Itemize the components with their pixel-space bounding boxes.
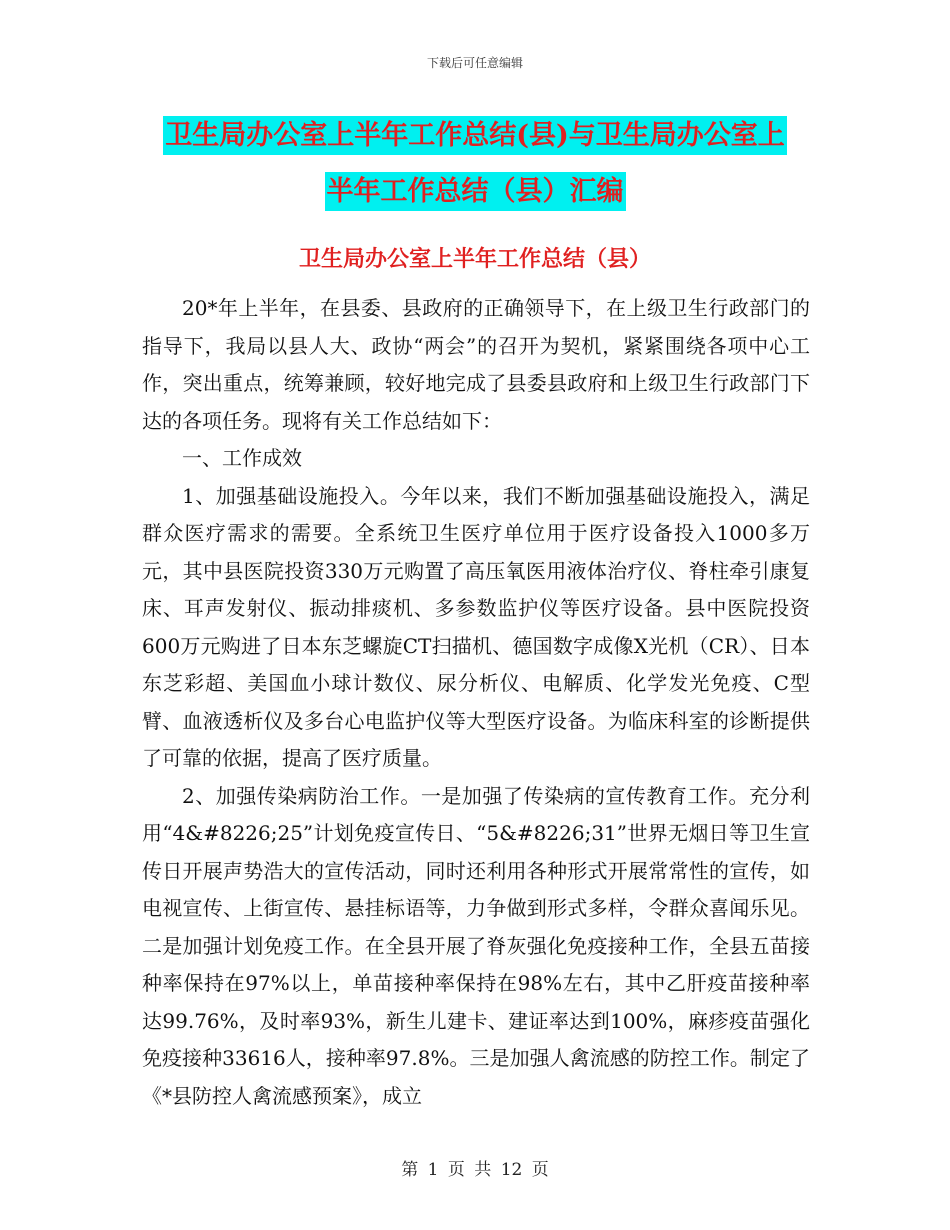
title-line-1: 卫生局办公室上半年工作总结(县)与卫生局办公室上 xyxy=(163,116,787,155)
paragraph-item-2: 2、加强传染病防治工作。一是加强了传染病的宣传教育工作。充分利用“4&#8226;25”计划免疫宣传日、“5&#8226;31”世界无烟日等卫生宣传日开展声势浩大的宣传活动，同时还利用各种形式开展常常性的宣传，如电视宣传、上街宣传、悬挂标语等，力争做到形式多样，令群众喜闻乐见。二是加强计划免疫工作。在全县开展了脊灰强化免疫接种工作，全县五苗接种率保持在97%以上，单苗接种率保持在98%左右，其中乙肝疫苗接种率达99.76%，及时率93%，新生儿建卡、建证率达到100%，麻疹疫苗强化免疫接种33616人，接种率97.8%。三是加强人禽流感的防控工作。制定了《*县防控人禽流感预案》，成立 xyxy=(142,783,810,1108)
paragraph-intro: 20*年上半年，在县委、县政府的正确领导下，在上级卫生行政部门的指导下，我局以县人大、政协“两会”的召开为契机，紧紧围绕各项中心工作，突出重点，统筹兼顾，较好地完成了县委县政府和上级卫生行政部门下达的各项任务。现将有关工作总结如下： xyxy=(142,296,810,433)
paragraph-heading-1: 一、工作成效 xyxy=(182,446,302,470)
header-note: 下载后可任意编辑 xyxy=(426,56,523,70)
section-title: 卫生局办公室上半年工作总结（县） xyxy=(298,246,651,272)
paragraph-item-1: 1、加强基础设施投入。今年以来，我们不断加强基础设施投入，满足群众医疗需求的需要。全系统卫生医疗单位用于医疗设备投入1000多万元，其中县医院投资330万元购置了高压氧医用液体治疗仪、脊柱牵引康复床、耳声发射仪、振动排痰机、多参数监护仪等医疗设备。县中医院投资600万元购进了日本东芝螺旋CT扫描机、德国数字成像X光机（CR）、日本东芝彩超、美国血小球计数仪、尿分析仪、电解质、化学发光免疫、C型臂、血液透析仪及多台心电监护仪等大型医疗设备。为临床科室的诊断提供了可靠的依据，提高了医疗质量。 xyxy=(142,483,810,770)
document-title xyxy=(90,108,860,220)
document-body xyxy=(142,290,810,1115)
page-footer: 第 1 页 共 12 页 xyxy=(401,1160,549,1180)
title-line-2: 半年工作总结（县）汇编 xyxy=(325,172,626,211)
